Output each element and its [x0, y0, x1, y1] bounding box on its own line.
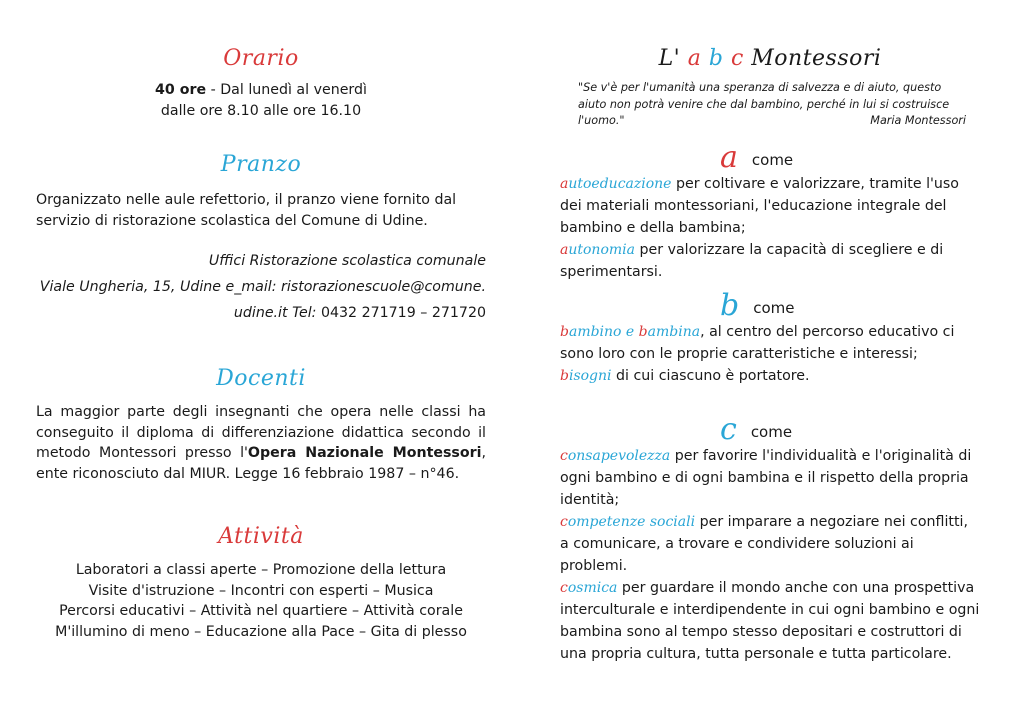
kw-rest: onsapevolezza	[567, 448, 671, 464]
kw-first-letter: c	[560, 448, 568, 464]
section-c-come: come	[750, 423, 793, 441]
attivita-line: Visite d'istruzione – Incontri con esperti – Musica	[88, 582, 434, 599]
kw-join: e	[621, 324, 639, 340]
section-a-come: come	[751, 151, 794, 169]
abc-title	[560, 46, 980, 71]
kw-competenze-sociali	[560, 514, 695, 530]
attivita-line: Percorsi educativi – Attività nel quartiere – Attività corale	[59, 603, 463, 619]
section-c-text3: per guardare il mondo anche con una prospettiva interculturale e interdipendente in cui ogni bambino e ogni bambina sono al tempo stesso depositari e costruttori di una propria cultura, tutta personale e tutta particolare.	[560, 580, 980, 662]
attivita-line: M'illumino di meno – Educazione alla Pace – Gita di plesso	[55, 623, 467, 640]
pranzo-contacts	[36, 248, 486, 326]
kw-first-letter: b	[560, 368, 569, 384]
section-c-heading	[720, 412, 792, 447]
kw-first-letter: b	[560, 324, 569, 340]
section-a-heading	[720, 140, 793, 175]
docenti-heading: Docenti	[216, 366, 306, 391]
kw-first-letter: b	[638, 324, 648, 340]
abc-title-suffix: Montessori	[743, 46, 882, 71]
section-a-text	[560, 173, 980, 283]
kw-rest: osmica	[567, 580, 618, 596]
docenti-text	[36, 402, 486, 484]
kw-rest: utoeducazione	[568, 176, 672, 192]
orario-heading: Orario	[223, 46, 299, 71]
section-c-text1: per favorire l'individualità e l'originalità di ogni bambino e di ogni bambina e il rispetto della propria identità;	[560, 448, 972, 508]
kw-rest: ompetenze sociali	[567, 514, 696, 530]
section-c-text2: per imparare a negoziare nei conflitti, a comunicare, a trovare e condividere soluzioni ai problemi.	[560, 514, 968, 574]
kw-consapevolezza	[560, 448, 670, 464]
section-b-heading	[720, 288, 794, 323]
attivita-heading: Attività	[218, 524, 304, 549]
kw-rest: ambina	[647, 324, 701, 340]
docenti-org: Opera Nazionale Montessori	[247, 445, 482, 461]
letter-a: a	[720, 140, 738, 175]
kw-first-letter: a	[560, 176, 569, 192]
orario-days: - Dal lunedì al venerdì	[206, 82, 367, 98]
section-a-text1: per coltivare e valorizzare, tramite l'uso dei materiali montessoriani, l'educazione integrale del bambino e della bambina;	[560, 176, 959, 236]
kw-bisogni	[560, 368, 612, 384]
pranzo-heading: Pranzo	[220, 152, 302, 177]
section-a-text2: per valorizzare la capacità di scegliere e di sperimentarsi.	[560, 242, 944, 280]
attivita-line: Laboratori a classi aperte – Promozione della lettura	[75, 562, 447, 578]
kw-first-letter: a	[560, 242, 569, 258]
section-b-come: come	[753, 299, 795, 317]
kw-rest: utonomia	[568, 242, 635, 258]
section-b-text1: , al centro del percorso educativo ci sono loro con le proprie caratteristiche e interessi;	[560, 324, 955, 362]
kw-first-letter: c	[560, 580, 568, 596]
quote-text: "Se v'è per l'umanità una speranza di salvezza e di aiuto, questo aiuto non potrà venire che dal bambino, perché in lui si costruisce l'uomo."	[578, 81, 950, 127]
section-c-text	[560, 445, 980, 665]
docenti-text-before: La maggior parte degli insegnanti che opera nelle classi ha conseguito il diploma di differenziazione didattica secondo il metodo Montessori presso l'	[36, 404, 486, 461]
quote-author: Maria Montessori	[870, 114, 966, 127]
attivita-list	[36, 560, 486, 642]
kw-bambino	[560, 324, 621, 340]
letter-c: c	[720, 412, 737, 447]
orario-hours: 40 ore	[155, 82, 207, 98]
docenti-text-after: , ente riconosciuto dal MIUR. Legge 16 febbraio 1987 – n°46.	[36, 445, 486, 482]
montessori-quote	[578, 80, 966, 130]
pranzo-phone: 0432 271719 – 271720	[316, 305, 486, 321]
pranzo-text: Organizzato nelle aule refettorio, il pranzo viene fornito dal servizio di ristorazione scolastica del Comune di Udine.	[36, 192, 457, 229]
abc-title-a: a	[687, 46, 702, 71]
abc-title-b: b	[708, 46, 724, 71]
orario-text	[36, 80, 486, 121]
kw-bambina	[639, 324, 700, 340]
pranzo-address: Viale Ungheria, 15, Udine e_mail: ristorazionescuole@comune.	[39, 279, 486, 295]
section-b-text	[560, 321, 980, 387]
pranzo-contacts-label: udine.it Tel:	[233, 305, 317, 321]
pranzo-office: Uffici Ristorazione scolastica comunale	[208, 253, 486, 269]
kw-rest: isogni	[568, 368, 612, 384]
abc-title-prefix: L'	[658, 46, 688, 71]
kw-autonomia	[560, 242, 635, 258]
kw-cosmica	[560, 580, 617, 596]
section-b-text2: di cui ciascuno è portatore.	[611, 368, 810, 384]
kw-rest: ambino	[568, 324, 622, 340]
orario-times: dalle ore 8.10 alle ore 16.10	[160, 102, 362, 119]
abc-title-c: c	[730, 46, 744, 71]
kw-first-letter: c	[560, 514, 568, 530]
letter-b: b	[720, 288, 740, 323]
kw-autoeducazione	[560, 176, 671, 192]
